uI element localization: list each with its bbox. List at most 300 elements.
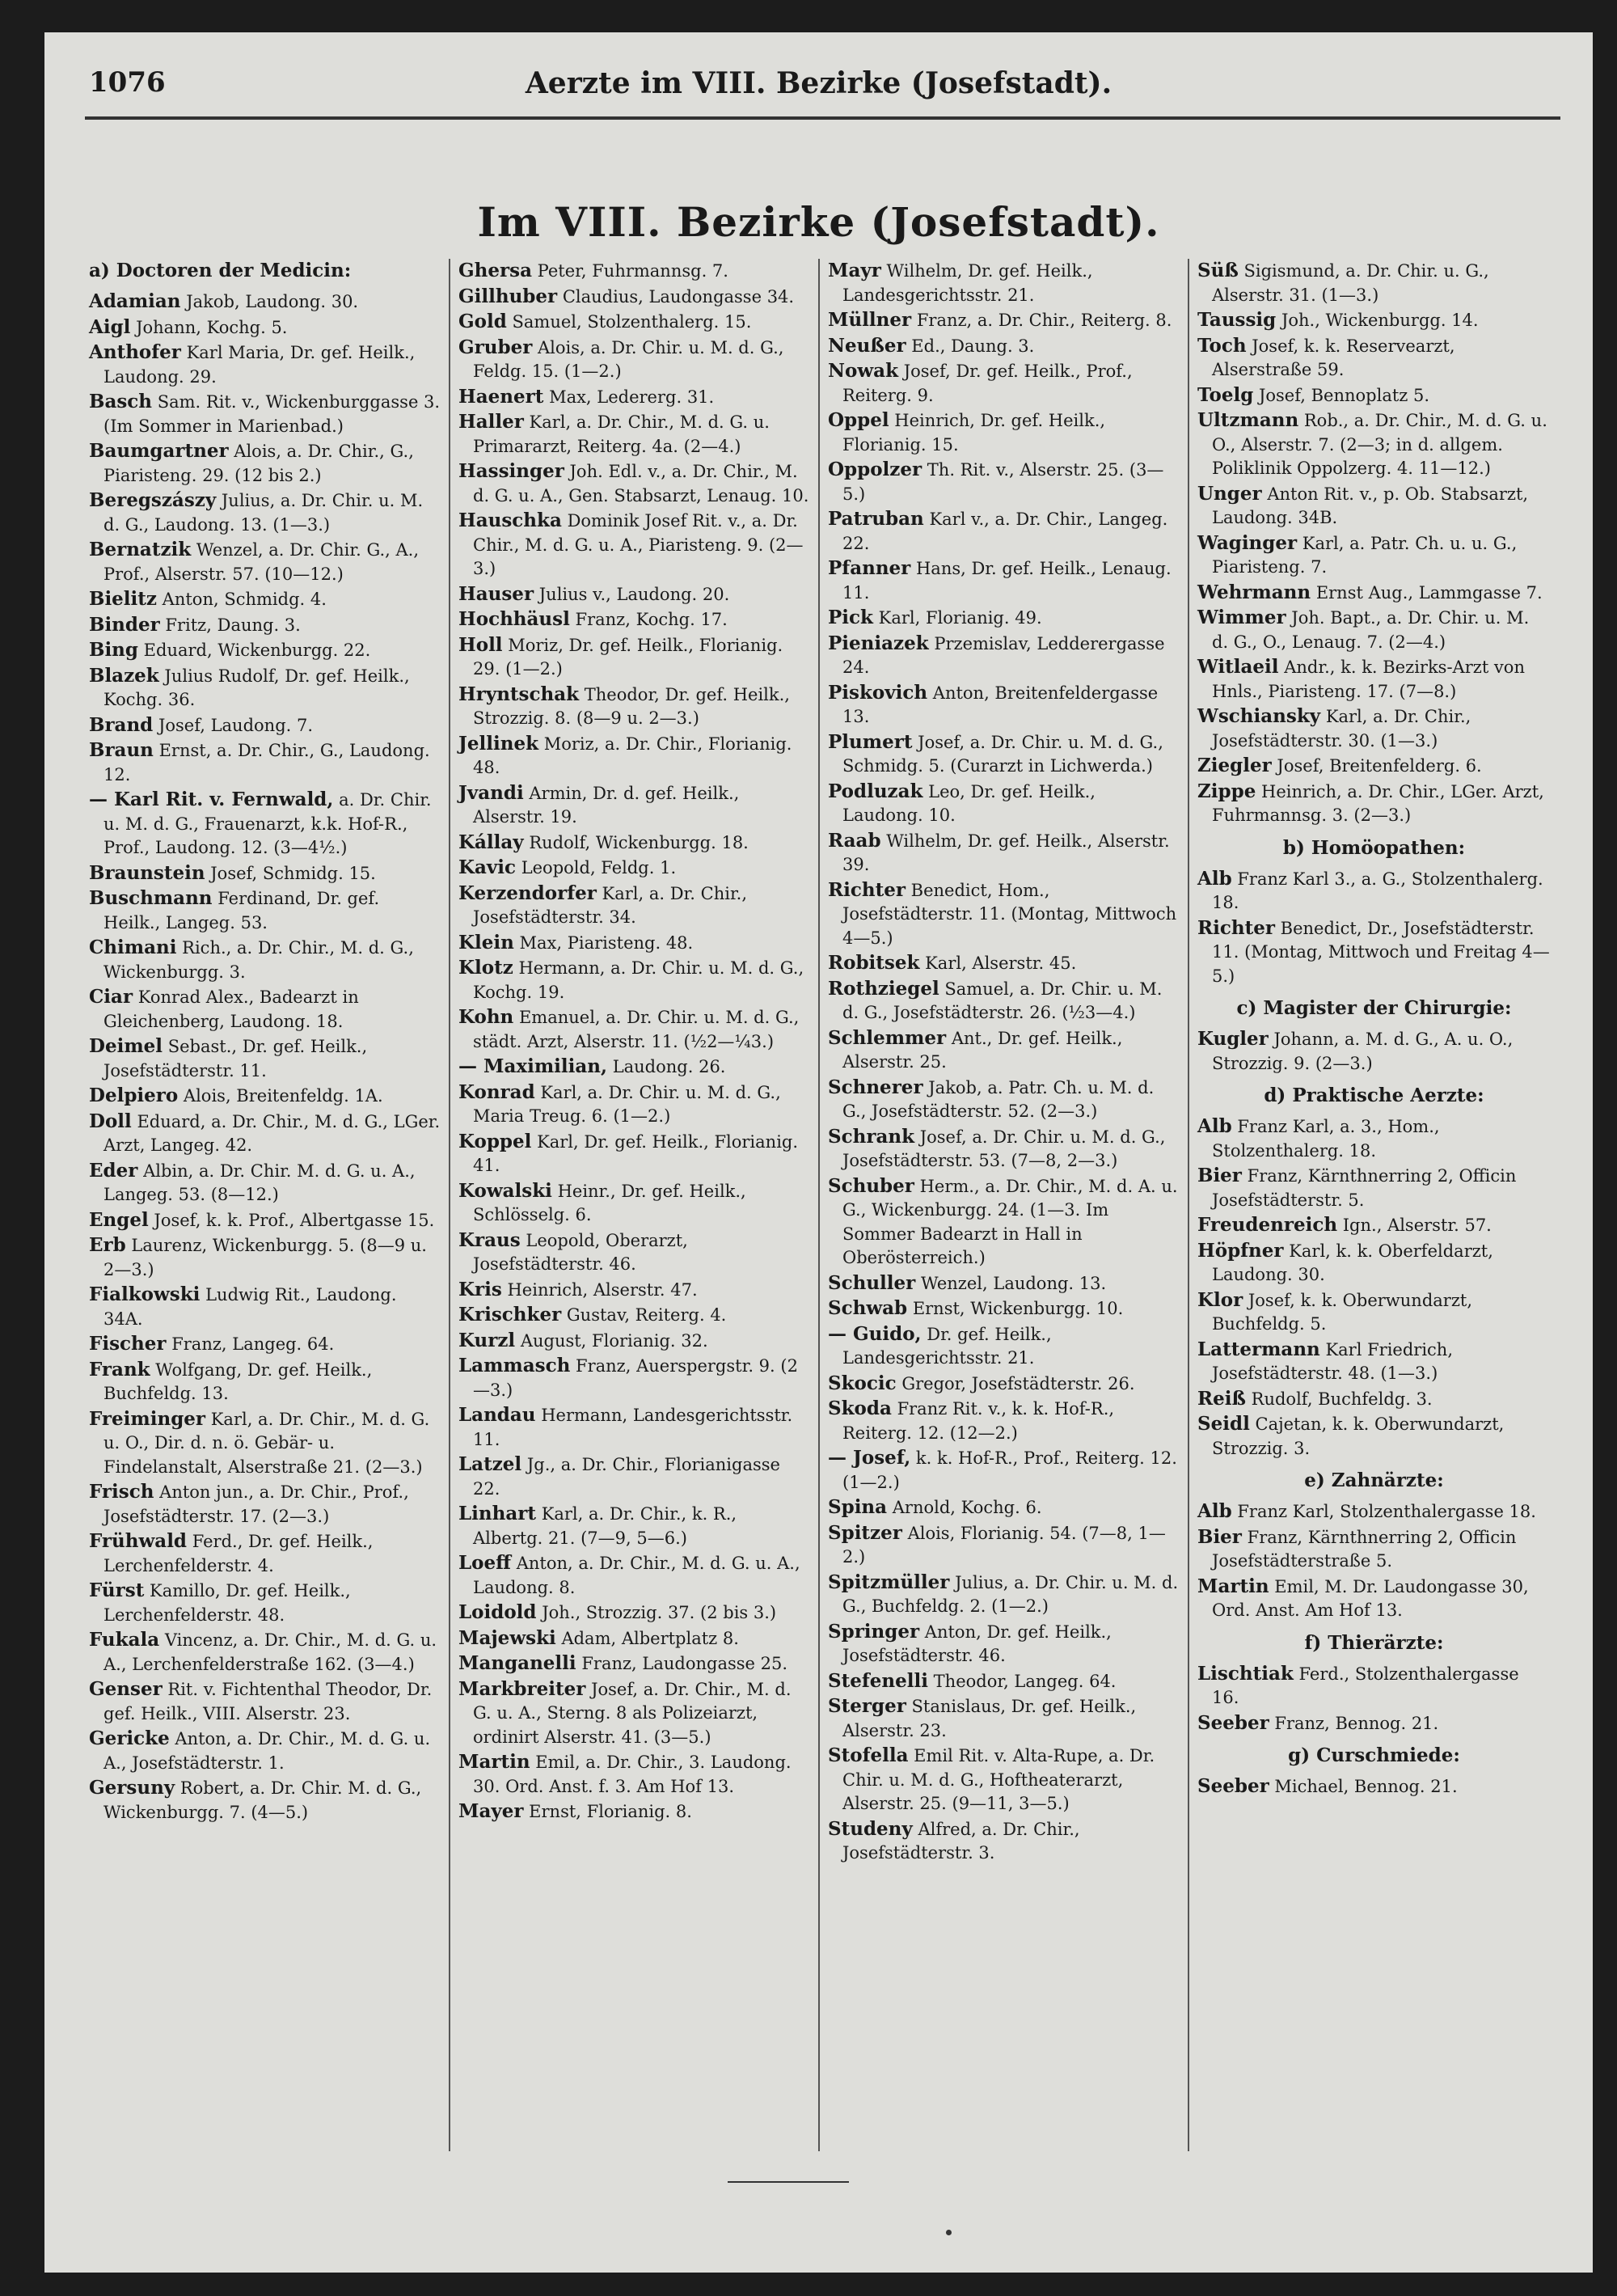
entry-name: Alb xyxy=(1197,1115,1232,1137)
entry-name: Skocic xyxy=(828,1372,897,1394)
directory-entry xyxy=(458,1799,810,1825)
directory-entry xyxy=(458,931,810,956)
entry-name: Bing xyxy=(89,639,138,661)
directory-entry xyxy=(828,1174,1180,1271)
entry-details: Michael, Bennog. 21. xyxy=(1274,1777,1458,1796)
footer-mark xyxy=(946,2230,952,2235)
entry-details: Rudolf, Wickenburgg. 18. xyxy=(529,832,749,852)
entry-name: Klein xyxy=(458,931,514,953)
entry-details: Arnold, Kochg. 6. xyxy=(892,1498,1042,1517)
directory-entry xyxy=(458,1354,810,1402)
entry-name: Loeff xyxy=(458,1552,512,1574)
entry-details: Rudolf, Buchfeldg. 3. xyxy=(1251,1389,1433,1409)
entry-details: Laudong. 26. xyxy=(612,1057,726,1076)
directory-entry xyxy=(89,664,441,712)
directory-entry xyxy=(458,1179,810,1228)
entry-name: Haller xyxy=(458,411,524,433)
directory-entry xyxy=(828,1125,1180,1173)
directory-entry xyxy=(89,1283,441,1331)
entry-details: Josef, k. k. Reservearzt, Alserstraße 59. xyxy=(1212,336,1455,379)
entry-name: Kris xyxy=(458,1278,502,1300)
entry-details: Alois, a. Dr. Chir. u. M. d. G., Feldg. 15. (1—2.) xyxy=(473,337,784,381)
entry-name: Müllner xyxy=(828,309,912,331)
directory-entry xyxy=(458,1329,810,1354)
entry-details: Emanuel, a. Dr. Chir. u. M. d. G., städt. Arzt, Alserstr. 11. (½2—¼3.) xyxy=(473,1008,800,1051)
entry-name: Chimani xyxy=(89,937,177,958)
entry-name: Seeber xyxy=(1197,1775,1269,1797)
entry-name: Ziegler xyxy=(1197,755,1272,776)
entry-details: Ant., Dr. gef. Heilk., Alserstr. 25. xyxy=(842,1028,1123,1072)
entry-details: Armin, Dr. d. gef. Heilk., Alserstr. 19. xyxy=(473,783,740,827)
directory-entry xyxy=(828,1397,1180,1445)
entry-details: Emil Rit. v. Alta-Rupe, a. Dr. Chir. u. M. d. G., Hoftheaterarzt, Alserstr. 25. (9—11, 3—5.) xyxy=(842,1746,1155,1813)
entry-name: Lammasch xyxy=(458,1355,571,1376)
entry-name: Martin xyxy=(458,1751,530,1773)
entry-details: Jakob, Laudong. 30. xyxy=(186,292,359,311)
section-heading: g) Curschmiede: xyxy=(1288,1744,1460,1766)
entry-details: Anton, Schmidg. 4. xyxy=(162,590,327,609)
entry-name: Fukala xyxy=(89,1629,160,1651)
entry-details: Karl v., a. Dr. Chir., Langeg. 22. xyxy=(842,510,1168,553)
directory-entry xyxy=(89,936,441,984)
entry-name: Baumgartner xyxy=(89,440,229,462)
entry-name: Ultzmann xyxy=(1197,409,1299,431)
entry-details: Alois, Florianig. 54. (7—8, 1—2.) xyxy=(842,1523,1166,1567)
entry-name: Oppel xyxy=(828,409,889,431)
entry-details: Ferdinand, Dr. gef. Heilk., Langeg. 53. xyxy=(103,889,380,932)
entry-details: Franz, Kärnthnerring 2, Officin Josefstädterstraße 5. xyxy=(1212,1527,1517,1571)
entry-name: Manganelli xyxy=(458,1652,576,1674)
entry-details: Hans, Dr. gef. Heilk., Lenaug. 11. xyxy=(842,559,1172,603)
entry-name: — Guido, xyxy=(828,1322,922,1345)
directory-entry xyxy=(458,1502,810,1550)
entry-details: Karl, a. Dr. Chir. u. M. d. G., Maria Treug. 6. (1—2.) xyxy=(473,1082,781,1126)
entry-name: Basch xyxy=(89,391,153,412)
directory-entry xyxy=(458,1651,810,1677)
directory-entry xyxy=(458,831,810,856)
directory-entry xyxy=(89,538,441,586)
entry-details: k. k. Hof-R., Prof., Reiterg. 12. (1—2.) xyxy=(842,1448,1177,1492)
entry-name: Frisch xyxy=(89,1481,154,1503)
entry-name: Anthofer xyxy=(89,341,181,363)
entry-details: Moriz, a. Dr. Chir., Florianig. 48. xyxy=(473,734,792,777)
entry-name: Robitsek xyxy=(828,952,920,974)
directory-entry xyxy=(1197,916,1551,989)
entry-name: Gillhuber xyxy=(458,285,558,307)
directory-entry xyxy=(1197,383,1551,408)
directory-entry xyxy=(458,856,810,881)
entry-name: Spitzmüller xyxy=(828,1571,950,1593)
directory-entry xyxy=(828,1296,1180,1321)
entry-details: Julius v., Laudong. 20. xyxy=(538,584,730,604)
directory-entry xyxy=(458,1080,810,1129)
directory-entry xyxy=(458,509,810,581)
header-rule xyxy=(85,116,1560,120)
entry-name: Schlemmer xyxy=(828,1026,947,1049)
entry-name: Braun xyxy=(89,739,154,761)
entry-name: Richter xyxy=(828,878,906,901)
entry-name: Schrank xyxy=(828,1125,915,1148)
directory-entry xyxy=(1197,408,1551,481)
entry-name: Kugler xyxy=(1197,1028,1269,1050)
directory-entry xyxy=(458,1626,810,1651)
entry-details: Benedict, Dr., Josefstädterstr. 11. (Montag, Mittwoch und Freitag 4—5.) xyxy=(1212,918,1550,986)
entry-name: Hassinger xyxy=(458,460,564,482)
directory-entry xyxy=(1197,531,1551,580)
directory-entry xyxy=(458,1130,810,1178)
directory-entry xyxy=(828,556,1180,605)
directory-entry xyxy=(1197,1774,1551,1799)
entry-name: Martin xyxy=(1197,1575,1269,1597)
directory-entry xyxy=(828,606,1180,631)
entry-name: Schuber xyxy=(828,1174,914,1197)
entry-details: Robert, a. Dr. Chir. M. d. G., Wickenburgg. 7. (4—5.) xyxy=(103,1778,422,1822)
entry-details: Samuel, a. Dr. Chir. u. M. d. G., Josefstädterstr. 26. (½3—4.) xyxy=(842,979,1163,1022)
section-heading: d) Praktische Aerzte: xyxy=(1264,1085,1484,1106)
directory-entry xyxy=(89,985,441,1034)
directory-entry xyxy=(828,1571,1180,1619)
directory-entry xyxy=(458,336,810,384)
entry-name: Freiminger xyxy=(89,1407,206,1430)
entry-details: Peter, Fuhrmannsg. 7. xyxy=(537,261,728,281)
entry-name: Ghersa xyxy=(458,260,532,281)
entry-details: Dr. gef. Heilk., Landesgerichtsstr. 21. xyxy=(842,1324,1052,1368)
entry-details: Vincenz, a. Dr. Chir., M. d. G. u. A., Lerchenfelderstraße 162. (3—4.) xyxy=(103,1630,437,1674)
entry-details: Karl, Alserstr. 45. xyxy=(925,953,1077,973)
entry-details: Ernst, Florianig. 8. xyxy=(529,1802,692,1821)
entry-details: Franz, Bennog. 21. xyxy=(1274,1713,1439,1733)
directory-entry xyxy=(828,308,1180,333)
directory-entry xyxy=(1197,754,1551,779)
directory-entry xyxy=(89,587,441,612)
section-heading: a) Doctoren der Medicin: xyxy=(89,260,352,281)
entry-name: Gold xyxy=(458,311,507,332)
directory-entry xyxy=(828,1076,1180,1124)
entry-details: Julius, a. Dr. Chir. u. M. d. G., Laudong. 13. (1—3.) xyxy=(103,491,424,535)
directory-entry xyxy=(458,633,810,682)
entry-name: — Josef, xyxy=(828,1447,911,1469)
entry-details: Alois, Breitenfeldg. 1A. xyxy=(183,1086,383,1106)
entry-name: Jellinek xyxy=(458,732,539,755)
entry-name: Hauschka xyxy=(458,510,562,531)
directory-entry xyxy=(89,1110,441,1158)
entry-name: Bernatzik xyxy=(89,539,192,560)
entry-name: Sterger xyxy=(828,1695,906,1717)
entry-name: Jvandi xyxy=(458,781,524,804)
entry-details: Jg., a. Dr. Chir., Florianigasse 22. xyxy=(473,1455,780,1499)
directory-entry xyxy=(89,1776,441,1825)
directory-entry xyxy=(89,1480,441,1529)
entry-name: Ciar xyxy=(89,986,133,1008)
entry-name: Mayer xyxy=(458,1800,524,1822)
directory-entry xyxy=(1197,1288,1551,1337)
entry-name: Mayr xyxy=(828,260,881,281)
entry-name: Neußer xyxy=(828,334,906,357)
section-heading: f) Thierärzte: xyxy=(1304,1631,1444,1654)
entry-name: Bielitz xyxy=(89,588,157,610)
entry-name: Deimel xyxy=(89,1035,163,1057)
directory-entry xyxy=(89,1529,441,1578)
entry-name: Konrad xyxy=(458,1080,535,1103)
columns-container xyxy=(81,259,1560,2151)
entry-name: Freudenreich xyxy=(1197,1214,1338,1236)
running-head: Aerzte im VIII. Bezirke (Josefstadt). xyxy=(525,66,1112,100)
entry-name: Latzel xyxy=(458,1453,522,1475)
entry-details: Cajetan, k. k. Oberwundarzt, Strozzig. 3. xyxy=(1212,1414,1505,1458)
entry-details: Franz, Langeg. 64. xyxy=(171,1334,335,1354)
entry-details: Joh. Edl. v., a. Dr. Chir., M. d. G. u. A., Gen. Stabsarzt, Lenaug. 10. xyxy=(473,462,809,505)
directory-entry xyxy=(89,1208,441,1233)
entry-name: Delpiero xyxy=(89,1085,179,1106)
entry-name: Kerzendorfer xyxy=(458,882,597,904)
entry-details: Ed., Daung. 3. xyxy=(911,336,1035,356)
entry-details: Claudius, Laudongasse 34. xyxy=(562,286,795,307)
entry-details: Theodor, Dr. gef. Heilk., Strozzig. 8. (8—9 u. 2—3.) xyxy=(473,684,790,728)
directory-entry xyxy=(458,1403,810,1452)
entry-details: Josef, k. k. Oberwundarzt, Buchfeldg. 5. xyxy=(1212,1290,1472,1334)
entry-name: Frank xyxy=(89,1358,150,1381)
entry-name: Alb xyxy=(1197,867,1232,890)
directory-entry xyxy=(828,878,1180,951)
entry-details: Joh. Bapt., a. Dr. Chir. u. M. d. G., O., Lenaug. 7. (2—4.) xyxy=(1212,608,1530,652)
entry-name: Spitzer xyxy=(828,1521,902,1544)
directory-entry xyxy=(89,439,441,488)
directory-entry xyxy=(1197,259,1551,307)
section-heading: c) Magister der Chirurgie: xyxy=(1236,997,1512,1019)
directory-entry xyxy=(1197,606,1551,654)
directory-entry xyxy=(828,1271,1180,1296)
entry-name: Patruban xyxy=(828,508,924,530)
directory-entry xyxy=(1197,1338,1551,1386)
directory-entry xyxy=(89,638,441,663)
entry-name: Lattermann xyxy=(1197,1338,1320,1360)
directory-entry xyxy=(89,340,441,389)
directory-entry xyxy=(1197,867,1551,915)
entry-name: Kavic xyxy=(458,856,516,878)
entry-name: Springer xyxy=(828,1620,920,1643)
directory-entry xyxy=(828,780,1180,828)
entry-details: Franz Karl, a. 3., Hom., Stolzenthalerg. 18. xyxy=(1212,1117,1440,1161)
directory-entry xyxy=(89,315,441,340)
directory-entry xyxy=(1197,1164,1551,1212)
directory-entry xyxy=(828,1694,1180,1743)
entry-details: Johann, a. M. d. G., A. u. O., Strozzig. 9. (2—3.) xyxy=(1212,1030,1514,1073)
section-heading: e) Zahnärzte: xyxy=(1304,1469,1444,1491)
entry-name: Witlaeil xyxy=(1197,656,1279,678)
entry-details: Karl, a. Dr. Chir., Josefstädterstr. 34. xyxy=(473,883,748,927)
directory-entry xyxy=(89,1628,441,1677)
entry-details: Leopold, Oberarzt, Josefstädterstr. 46. xyxy=(473,1230,688,1274)
page-number: 1076 xyxy=(89,66,166,99)
entry-details: Stanislaus, Dr. gef. Heilk., Alserstr. 23. xyxy=(842,1697,1137,1740)
directory-page xyxy=(44,32,1593,2273)
entry-details: Josef, a. Dr. Chir., M. d. G. u. A., Sterng. 8 als Polizeiarzt, ordinirt Alserstr. 41. (3—5.) xyxy=(473,1679,792,1747)
entry-details: Josef, Breitenfelderg. 6. xyxy=(1277,756,1482,776)
entry-name: Loidold xyxy=(458,1601,537,1623)
directory-entry xyxy=(458,310,810,335)
directory-entry xyxy=(89,1159,441,1207)
entry-name: Oppolzer xyxy=(828,459,922,480)
directory-entry xyxy=(1197,1412,1551,1461)
directory-entry xyxy=(1197,655,1551,704)
entry-name: Holl xyxy=(458,633,503,656)
entry-details: Eduard, Wickenburgg. 22. xyxy=(143,641,371,660)
entry-name: Landau xyxy=(458,1404,536,1426)
entry-details: Konrad Alex., Badearzt in Gleichenberg, Laudong. 18. xyxy=(103,987,359,1031)
directory-entry xyxy=(89,613,441,638)
entry-name: Fialkowski xyxy=(89,1283,201,1305)
entry-name: Wehrmann xyxy=(1197,581,1311,603)
entry-details: Andr., k. k. Bezirks-Arzt von Hnls., Piaristeng. 17. (7—8.) xyxy=(1212,658,1525,701)
entry-name: Gruber xyxy=(458,336,533,358)
entry-name: Binder xyxy=(89,613,160,636)
entry-name: Richter xyxy=(1197,916,1275,939)
entry-details: Max, Ledererg. 31. xyxy=(549,387,715,407)
directory-entry xyxy=(1197,1213,1551,1238)
entry-details: Rit. v. Fichtenthal Theodor, Dr. gef. Heilk., VIII. Alserstr. 23. xyxy=(103,1680,433,1723)
entry-details: Franz Rit. v., k. k. Hof-R., Reiterg. 12. (12—2.) xyxy=(842,1399,1115,1443)
entry-details: Josef, Dr. gef. Heilk., Prof., Reiterg. 9. xyxy=(842,362,1133,405)
entry-name: Stofella xyxy=(828,1744,909,1766)
directory-entry xyxy=(458,1677,810,1750)
directory-entry xyxy=(89,861,441,886)
entry-details: Franz, Kärnthnerring 2, Officin Josefstädterstr. 5. xyxy=(1212,1166,1517,1210)
directory-entry xyxy=(458,956,810,1004)
entry-details: August, Florianig. 32. xyxy=(520,1330,708,1351)
entry-name: Linhart xyxy=(458,1503,536,1524)
directory-entry xyxy=(1197,1575,1551,1623)
directory-entry xyxy=(89,488,441,537)
entry-name: Toelg xyxy=(1197,383,1254,406)
directory-entry xyxy=(458,607,810,632)
entry-name: Doll xyxy=(89,1110,132,1132)
entry-details: Ernst Aug., Lammgasse 7. xyxy=(1315,582,1543,603)
entry-name: Adamian xyxy=(89,290,181,312)
entry-details: Franz, a. Dr. Chir., Reiterg. 8. xyxy=(916,311,1172,330)
entry-details: Adam, Albertplatz 8. xyxy=(561,1628,739,1648)
directory-entry xyxy=(458,882,810,930)
entry-details: Jakob, a. Patr. Ch. u. M. d. G., Josefstädterstr. 52. (2—3.) xyxy=(842,1077,1155,1121)
entry-details: Rob., a. Dr. Chir., M. d. G. u. O., Alserstr. 7. (2—3; in d. allgem. Poliklinik Oppolzerg. 4. 11—12.) xyxy=(1212,411,1547,478)
column-3 xyxy=(820,259,1189,2151)
entry-name: Alb xyxy=(1197,1500,1232,1522)
entry-name: Skoda xyxy=(828,1397,892,1419)
entry-details: Joh., Strozzig. 37. (2 bis 3.) xyxy=(542,1603,777,1622)
entry-details: a. Dr. Chir. u. M. d. G., Frauenarzt, k.k. Hof-R., Prof., Laudong. 12. (3—4½.) xyxy=(103,790,432,857)
entry-name: Blazek xyxy=(89,664,159,687)
entry-name: Genser xyxy=(89,1678,163,1700)
entry-details: Fritz, Daung. 3. xyxy=(165,615,301,635)
directory-entry xyxy=(1197,1114,1551,1163)
entry-details: Franz Karl, Stolzenthalergasse 18. xyxy=(1237,1502,1536,1521)
entry-details: Wolfgang, Dr. gef. Heilk., Buchfeldg. 13. xyxy=(103,1359,373,1403)
column-4 xyxy=(1189,259,1559,2151)
entry-details: Hermann, Landesgerichtsstr. 11. xyxy=(473,1406,793,1449)
entry-details: Herm., a. Dr. Chir., M. d. A. u. G., Wickenburgg. 24. (1—3. Im Sommer Badearzt in Hall in Oberösterreich.) xyxy=(842,1176,1178,1267)
entry-name: Markbreiter xyxy=(458,1677,586,1700)
directory-entry xyxy=(458,259,810,284)
directory-entry xyxy=(828,977,1180,1025)
entry-details: Franz Karl 3., a. G., Stolzenthalerg. 18. xyxy=(1212,869,1543,912)
entry-details: Dominik Josef Rit. v., a. Dr. Chir., M. d. G. u. A., Piaristeng. 9. (2—3.) xyxy=(473,511,804,578)
directory-entry xyxy=(458,1551,810,1600)
entry-name: Haenert xyxy=(458,385,544,408)
entry-details: Th. Rit. v., Alserstr. 25. (3—5.) xyxy=(842,460,1164,504)
entry-name: Piskovich xyxy=(828,681,928,704)
directory-entry xyxy=(828,632,1180,680)
directory-entry xyxy=(828,730,1180,779)
directory-entry xyxy=(89,1233,441,1282)
directory-entry xyxy=(458,1600,810,1626)
directory-entry xyxy=(1197,334,1551,383)
entry-name: Hochhäusl xyxy=(458,608,570,630)
directory-entry xyxy=(458,410,810,459)
directory-entry xyxy=(458,1750,810,1799)
entry-details: Anton Rit. v., p. Ob. Stabsarzt, Laudong. 34B. xyxy=(1212,484,1529,527)
directory-entry xyxy=(89,1034,441,1083)
entry-details: Heinrich, a. Dr. Chir., LGer. Arzt, Fuhrmannsg. 3. (2—3.) xyxy=(1212,781,1544,825)
entry-name: — Karl Rit. v. Fernwald, xyxy=(89,789,334,810)
entry-name: Lischtiak xyxy=(1197,1662,1294,1685)
entry-name: Buschmann xyxy=(89,887,213,909)
entry-details: Emil, M. Dr. Laudongasse 30, Ord. Anst. Am Hof 13. xyxy=(1212,1576,1529,1620)
entry-name: Krischker xyxy=(458,1304,562,1326)
directory-entry xyxy=(458,1055,810,1080)
entry-name: Fischer xyxy=(89,1333,167,1355)
entry-name: Koppel xyxy=(458,1130,532,1152)
entry-name: Waginger xyxy=(1197,531,1298,554)
directory-entry xyxy=(1197,1662,1551,1710)
entry-name: Pieniazek xyxy=(828,632,929,654)
entry-name: Süß xyxy=(1197,260,1239,281)
directory-entry xyxy=(89,1407,441,1480)
directory-entry xyxy=(828,334,1180,359)
entry-details: Rich., a. Dr. Chir., M. d. G., Wickenburgg. 3. xyxy=(103,938,414,982)
entry-name: Eder xyxy=(89,1159,138,1182)
entry-name: Engel xyxy=(89,1208,149,1231)
entry-details: Karl Friedrich, Josefstädterstr. 48. (1—3.) xyxy=(1212,1339,1454,1383)
entry-details: Ludwig Rit., Laudong. 34A. xyxy=(103,1285,397,1329)
entry-name: Rothziegel xyxy=(828,977,939,1000)
directory-entry xyxy=(828,1322,1180,1371)
entry-details: Karl, Dr. gef. Heilk., Florianig. 41. xyxy=(473,1131,799,1175)
directory-entry xyxy=(828,408,1180,457)
directory-entry xyxy=(828,1744,1180,1816)
directory-entry xyxy=(89,1727,441,1775)
entry-name: Höpfner xyxy=(1197,1239,1284,1262)
entry-name: Frühwald xyxy=(89,1530,188,1552)
entry-name: Braunstein xyxy=(89,861,205,884)
entry-name: Fürst xyxy=(89,1579,145,1601)
directory-entry xyxy=(1197,1387,1551,1412)
directory-entry xyxy=(89,1084,441,1109)
entry-name: Reiß xyxy=(1197,1387,1246,1410)
entry-name: Erb xyxy=(89,1234,126,1256)
entry-details: Josef, Laudong. 7. xyxy=(158,715,314,735)
directory-entry xyxy=(828,458,1180,506)
directory-entry xyxy=(89,788,441,860)
entry-name: Toch xyxy=(1197,334,1247,357)
entry-details: Karl, a. Patr. Ch. u. u. G., Piaristeng. 7. xyxy=(1212,533,1518,577)
entry-details: Przemislav, Ledderergasse 24. xyxy=(842,633,1165,677)
entry-name: Beregszászy xyxy=(89,489,217,511)
directory-entry xyxy=(458,1303,810,1328)
entry-details: Josef, Bennoplatz 5. xyxy=(1258,385,1430,405)
entry-name: Podluzak xyxy=(828,780,923,802)
entry-details: Anton, Dr. gef. Heilk., Josefstädterstr. 46. xyxy=(842,1622,1112,1665)
entry-details: Josef, a. Dr. Chir. u. M. d. G., Schmidg. 5. (Curarzt in Lichwerda.) xyxy=(842,732,1163,776)
entry-name: Schwab xyxy=(828,1297,908,1319)
